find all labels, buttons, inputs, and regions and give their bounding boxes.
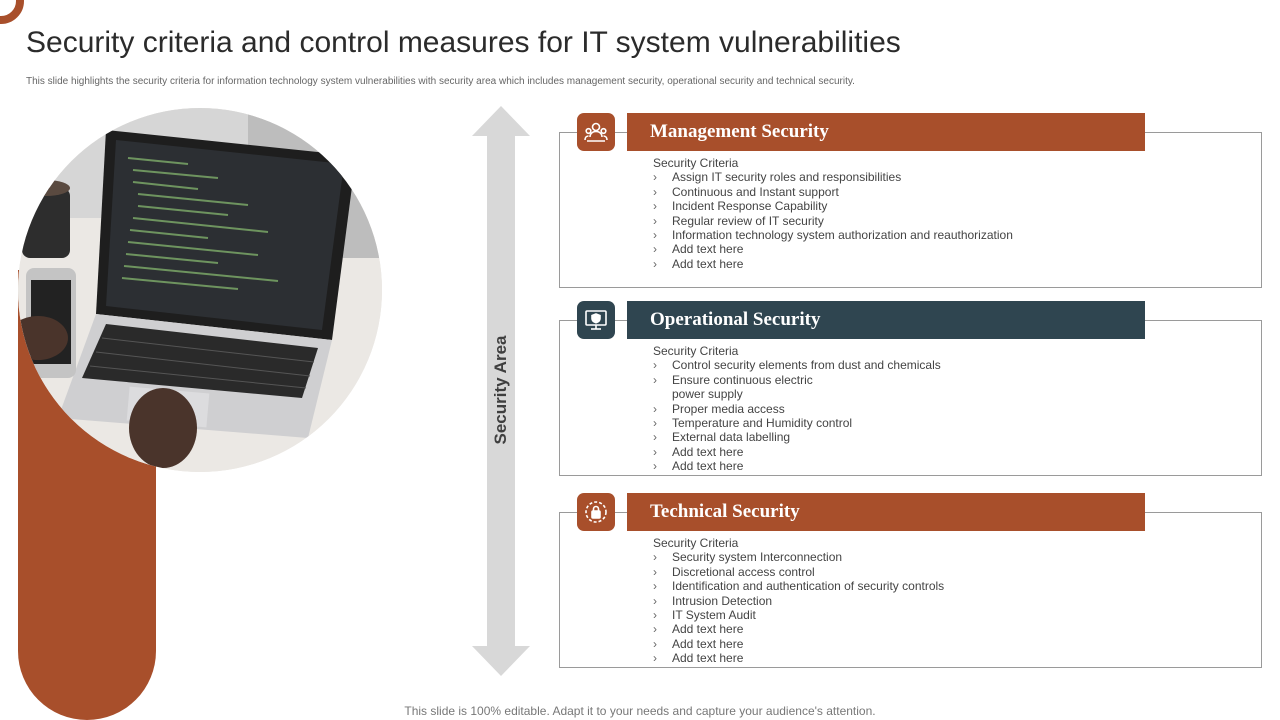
- list-item: › Discretional access control: [653, 565, 1052, 579]
- lock-gear-icon: [577, 493, 615, 531]
- technical-criteria: [653, 536, 1052, 666]
- list-item: › Add text here: [653, 257, 1052, 271]
- list-item: › Assign IT security roles and responsibilities: [653, 170, 1052, 184]
- laptop-photo: [18, 108, 382, 472]
- security-area-label: Security Area: [491, 335, 510, 445]
- list-item: › Add text here: [653, 459, 1052, 473]
- management-security-title: Management Security: [627, 113, 1145, 151]
- management-criteria: [653, 156, 1052, 271]
- technical-security-title: Technical Security: [627, 493, 1145, 531]
- list-item: › Control security elements from dust and chemicals: [653, 358, 1052, 372]
- criteria-heading: Security Criteria: [653, 536, 739, 550]
- list-item: › Add text here: [653, 622, 1052, 636]
- list-item: › Regular review of IT security: [653, 214, 1052, 228]
- list-item: › Add text here: [653, 651, 1052, 665]
- corner-decoration: [0, 0, 24, 24]
- footer-note: This slide is 100% editable. Adapt it to your needs and capture your audience's attention.: [404, 704, 876, 718]
- operational-criteria: [653, 344, 1052, 474]
- list-item: › Information technology system authorization and reauthorization: [653, 228, 1052, 242]
- list-item: › Add text here: [653, 445, 1052, 459]
- list-item: › Incident Response Capability: [653, 199, 1052, 213]
- list-item: › Proper media access: [653, 402, 1052, 416]
- team-icon: [577, 113, 615, 151]
- operational-security-title: Operational Security: [627, 301, 1145, 339]
- list-item: › IT System Audit: [653, 608, 1052, 622]
- list-item: › Add text here: [653, 637, 1052, 651]
- page-subtitle: This slide highlights the security criteria for information technology system vulnerabilities with security area which includes management security, operational security and technical security.: [26, 76, 855, 87]
- monitor-shield-icon: [577, 301, 615, 339]
- list-item: › Security system Interconnection: [653, 550, 1052, 564]
- page-title: Security criteria and control measures for IT system vulnerabilities: [26, 26, 901, 59]
- list-item: › Add text here: [653, 242, 1052, 256]
- list-item: › Intrusion Detection: [653, 594, 1052, 608]
- list-item: › Ensure continuous electric power supply: [653, 373, 822, 402]
- criteria-heading: Security Criteria: [653, 156, 739, 170]
- list-item: › External data labelling: [653, 430, 1052, 444]
- list-item: › Identification and authentication of security controls: [653, 579, 1052, 593]
- list-item: › Temperature and Humidity control: [653, 416, 1052, 430]
- list-item: › Continuous and Instant support: [653, 185, 1052, 199]
- criteria-heading: Security Criteria: [653, 344, 739, 358]
